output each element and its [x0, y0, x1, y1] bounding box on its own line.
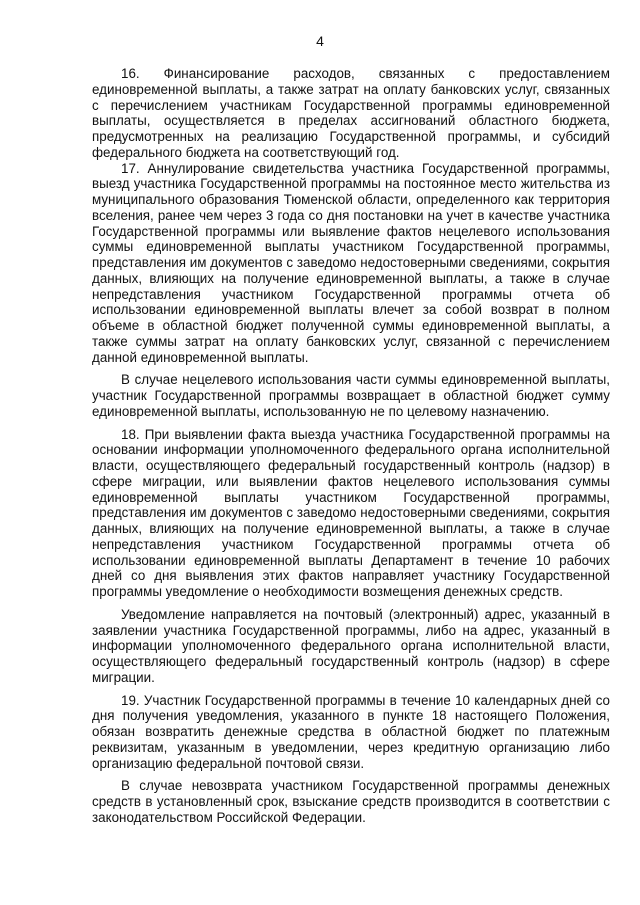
- page-number: 4: [316, 33, 324, 49]
- paragraph-16: 16. Финансирование расходов, связанных с предоставлением единовременной выплаты, а также затрат на оплату банковских услуг, связанных с перечислением участникам Государственной программы единовременной выплаты, осуществляется в пределах ассигнований областного бюджета, предусмотренных на реализацию Государственной программы, и субсидий федерального бюджета на соответствующий год.: [92, 66, 610, 160]
- paragraph-19-recovery: В случае невозврата участником Государственной программы денежных средств в установленный срок, взыскание средств производится в соответствии с законодательством Российской Федерации.: [92, 778, 610, 825]
- paragraph-17-misuse: В случае нецелевого использования части суммы единовременной выплаты, участник Государственной программы возвращает в областной бюджет сумму единовременной выплаты, использованную не по целевому назначению.: [92, 372, 610, 419]
- document-body: [92, 66, 610, 826]
- paragraph-18: 18. При выявлении факта выезда участника Государственной программы на основании информации уполномоченного федерального органа исполнительной власти, осуществляющего федеральный государственный контроль (надзор) в сфере миграции, или выявлении фактов нецелевого использования суммы единовременной выплаты участником Государственной программы, представления им документов с заведомо недостоверными сведениями, сокрытия данных, влияющих на получение единовременной выплаты, а также в случае непредставления участником Государственной программы отчета об использовании единовременной выплаты Департамент в течение 10 рабочих дней со дня выявления этих фактов направляет участнику Государственной программы уведомление о необходимости возмещения денежных средств.: [92, 426, 610, 599]
- paragraph-19: 19. Участник Государственной программы в течение 10 календарных дней со дня получения уведомления, указанного в пункте 18 настоящего Положения, обязан возвратить денежные средства в областной бюджет по платежным реквизитам, указанным в уведомлении, через кредитную организацию либо организацию федеральной почтовой связи.: [92, 692, 610, 771]
- paragraph-18-notification: Уведомление направляется на почтовый (электронный) адрес, указанный в заявлении участника Государственной программы, либо на адрес, указанный в информации уполномоченного федерального органа исполнительной власти, осуществляющего федеральный государственный контроль (надзор) в сфере миграции.: [92, 606, 610, 685]
- paragraph-17: 17. Аннулирование свидетельства участника Государственной программы, выезд участника Государственной программы на постоянное место жительства из муниципального образования Тюменской области, определенного как территория вселения, ранее чем через 3 года со дня постановки на учет в качестве участника Государственной программы или выявление фактов нецелевого использования суммы единовременной выплаты участником Государственной программы, представления им документов с заведомо недостоверными сведениями, сокрытия данных, влияющих на получение единовременной выплаты, а также в случае непредставления участником Государственной программы отчета об использовании единовременной выплаты влечет за собой возврат в полном объеме в областной бюджет полученной суммы единовременной выплаты, а также суммы затрат на оплату банковских услуг, связанной с перечислением данной единовременной выплаты.: [92, 160, 610, 365]
